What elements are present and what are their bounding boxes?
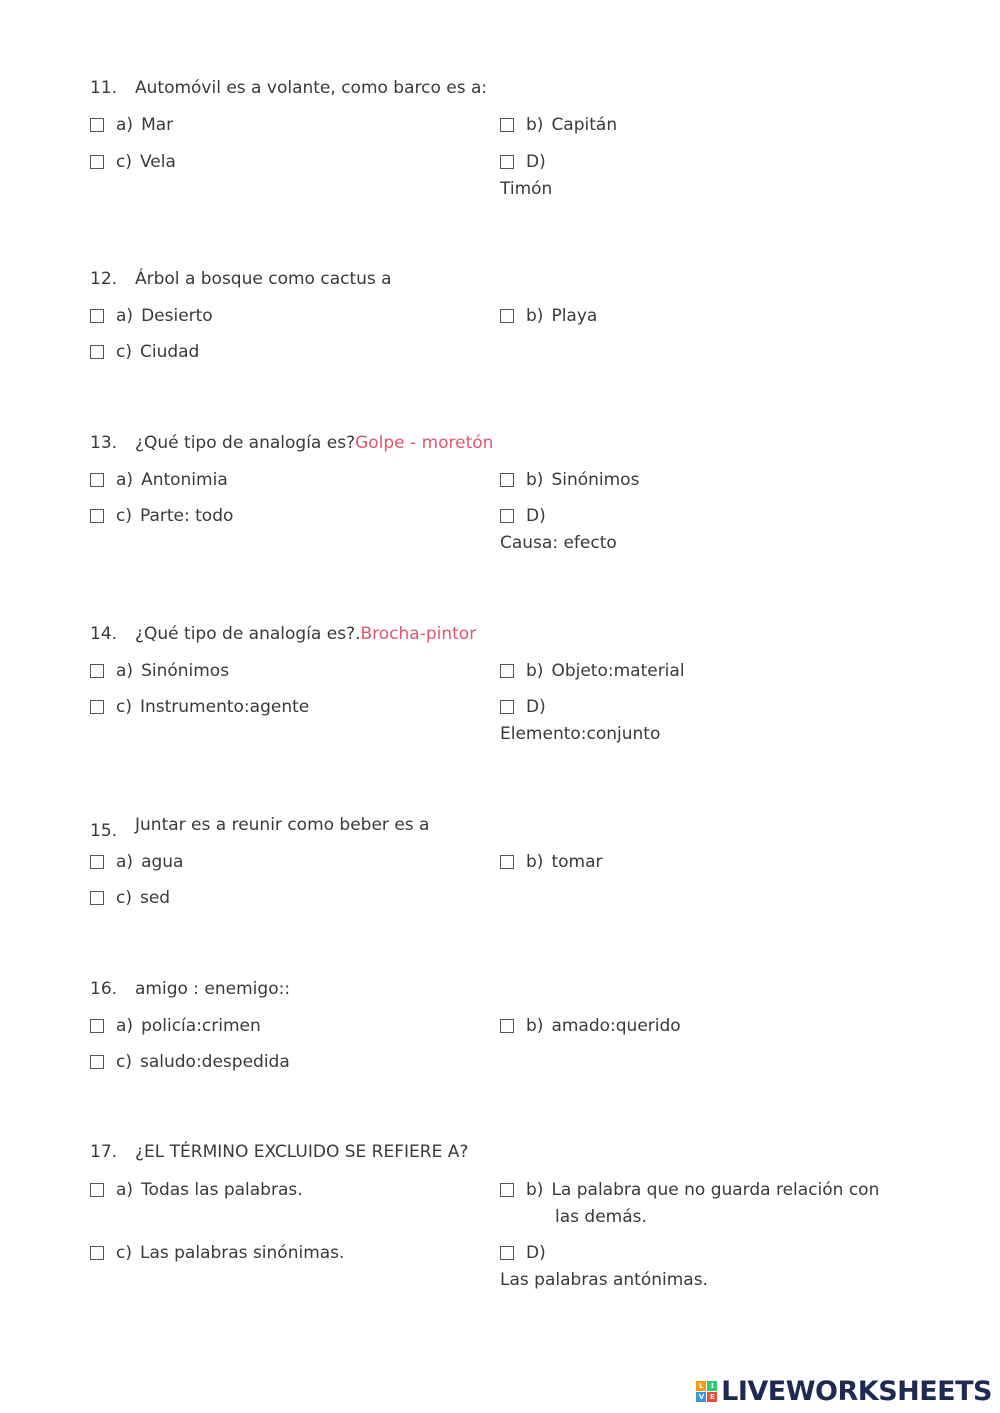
question-stem	[90, 1142, 468, 1162]
logo-mark-i: I	[707, 1381, 717, 1391]
option-checkbox[interactable]	[90, 1055, 104, 1069]
option-text: Timón	[500, 179, 553, 199]
option-text: Ciudad	[139, 342, 200, 362]
logo-mark-v: V	[696, 1392, 706, 1402]
option-text: Desierto	[141, 306, 213, 326]
option-checkbox[interactable]	[90, 1246, 104, 1260]
question-text: Automóvil es a volante, como barco es a:	[135, 78, 488, 98]
option-checkbox[interactable]	[90, 155, 104, 169]
option-b[interactable]	[500, 849, 602, 876]
option-text: amado:querido	[551, 1016, 681, 1036]
option-checkbox[interactable]	[90, 891, 104, 905]
option-checkbox[interactable]	[500, 155, 514, 169]
option-checkbox[interactable]	[500, 1019, 514, 1033]
option-letter: a)	[116, 306, 134, 326]
question-stem	[90, 624, 476, 644]
question-number: 15.	[90, 821, 118, 841]
option-letter: a)	[116, 1180, 134, 1200]
option-letter: D)	[526, 152, 546, 172]
option-b[interactable]	[500, 1013, 681, 1040]
option-checkbox[interactable]	[500, 1246, 514, 1260]
option-checkbox[interactable]	[500, 118, 514, 132]
option-text: Elemento:conjunto	[500, 724, 661, 744]
option-text-continued: las demás.	[555, 1207, 647, 1227]
question-text: ¿EL TÉRMINO EXCLUIDO SE REFIERE A?	[135, 1142, 469, 1162]
option-d[interactable]	[500, 694, 661, 744]
option-a[interactable]	[90, 303, 213, 330]
question-text: ¿Qué tipo de analogía es?.	[135, 624, 361, 644]
option-checkbox[interactable]	[500, 700, 514, 714]
question-stem	[90, 78, 487, 98]
question-stem	[90, 815, 430, 841]
option-b[interactable]	[500, 1177, 880, 1231]
option-text: sed	[139, 888, 171, 908]
option-letter: a)	[116, 661, 134, 681]
option-checkbox[interactable]	[500, 855, 514, 869]
option-text: Causa: efecto	[500, 533, 617, 553]
question-highlight: Golpe - moretón	[355, 433, 494, 453]
option-text: Parte: todo	[139, 506, 234, 526]
option-checkbox[interactable]	[500, 309, 514, 323]
option-text: Las palabras sinónimas.	[139, 1243, 345, 1263]
option-a[interactable]	[90, 1177, 303, 1204]
option-checkbox[interactable]	[90, 1183, 104, 1197]
liveworksheets-logo	[696, 1376, 992, 1407]
option-letter: b)	[526, 661, 544, 681]
option-a[interactable]	[90, 849, 183, 876]
logo-mark-icon	[696, 1381, 717, 1402]
option-c[interactable]	[90, 149, 176, 176]
option-letter: b)	[526, 852, 544, 872]
option-text: Mar	[141, 115, 174, 135]
option-c[interactable]	[90, 1240, 344, 1267]
option-c[interactable]	[90, 1049, 290, 1076]
option-letter: c)	[116, 152, 132, 172]
option-checkbox[interactable]	[500, 509, 514, 523]
option-letter: a)	[116, 470, 134, 490]
option-letter: b)	[526, 115, 544, 135]
option-text: saludo:despedida	[139, 1052, 290, 1072]
option-checkbox[interactable]	[500, 1183, 514, 1197]
option-c[interactable]	[90, 885, 170, 912]
option-text: agua	[141, 852, 184, 872]
option-letter: c)	[116, 506, 132, 526]
option-letter: a)	[116, 115, 134, 135]
option-a[interactable]	[90, 467, 228, 494]
option-letter: b)	[526, 1016, 544, 1036]
option-text: Antonimia	[141, 470, 228, 490]
option-letter: D)	[526, 1243, 546, 1263]
option-text: Todas las palabras.	[141, 1180, 303, 1200]
question-number: 13.	[90, 433, 118, 453]
option-letter: b)	[526, 470, 544, 490]
option-letter: D)	[526, 697, 546, 717]
option-checkbox[interactable]	[500, 473, 514, 487]
option-c[interactable]	[90, 694, 309, 721]
option-letter: c)	[116, 697, 132, 717]
option-text: Sinónimos	[551, 470, 640, 490]
question-stem	[90, 433, 493, 453]
option-letter: D)	[526, 506, 546, 526]
option-text: Instrumento:agente	[139, 697, 310, 717]
logo-mark-e: E	[707, 1392, 717, 1402]
question-number: 12.	[90, 269, 118, 289]
question-highlight: Brocha-pintor	[360, 624, 477, 644]
option-text: tomar	[551, 852, 603, 872]
option-letter: a)	[116, 852, 134, 872]
option-b[interactable]	[500, 658, 685, 685]
question-stem	[90, 979, 290, 999]
question-text: ¿Qué tipo de analogía es?	[135, 433, 356, 453]
option-a[interactable]	[90, 112, 173, 139]
option-checkbox[interactable]	[90, 509, 104, 523]
option-checkbox[interactable]	[90, 664, 104, 678]
option-checkbox[interactable]	[90, 309, 104, 323]
option-text: Capitán	[551, 115, 618, 135]
option-letter: c)	[116, 1052, 132, 1072]
question-text: Juntar es a reunir como beber es a	[135, 815, 430, 835]
logo-text: LIVEWORKSHEETS	[721, 1376, 992, 1407]
option-checkbox[interactable]	[500, 664, 514, 678]
option-letter: c)	[116, 1243, 132, 1263]
option-a[interactable]	[90, 1013, 261, 1040]
option-text: Playa	[551, 306, 598, 326]
logo-mark-l: L	[696, 1381, 706, 1391]
question-stem	[90, 269, 392, 289]
option-d[interactable]	[500, 149, 554, 199]
option-checkbox[interactable]	[90, 118, 104, 132]
option-d[interactable]	[500, 503, 617, 553]
option-text: Objeto:material	[551, 661, 685, 681]
option-checkbox[interactable]	[90, 473, 104, 487]
option-checkbox[interactable]	[90, 1019, 104, 1033]
question-number: 11.	[90, 78, 118, 98]
option-text: La palabra que no guarda relación con	[551, 1180, 880, 1200]
option-letter: a)	[116, 1016, 134, 1036]
option-text: Las palabras antónimas.	[500, 1270, 708, 1290]
option-c[interactable]	[90, 339, 199, 366]
option-checkbox[interactable]	[90, 345, 104, 359]
option-text: policía:crimen	[141, 1016, 261, 1036]
question-text: Árbol a bosque como cactus a	[135, 269, 392, 289]
option-letter: c)	[116, 342, 132, 362]
option-c[interactable]	[90, 503, 233, 530]
option-letter: b)	[526, 306, 544, 326]
option-letter: c)	[116, 888, 132, 908]
option-checkbox[interactable]	[90, 700, 104, 714]
option-b[interactable]	[500, 112, 617, 139]
option-text: Vela	[139, 152, 176, 172]
question-number: 14.	[90, 624, 118, 644]
option-letter: b)	[526, 1180, 544, 1200]
option-checkbox[interactable]	[90, 855, 104, 869]
question-text: amigo : enemigo::	[135, 979, 291, 999]
question-number: 17.	[90, 1142, 118, 1162]
option-text: Sinónimos	[141, 661, 230, 681]
option-b[interactable]	[500, 303, 597, 330]
question-number: 16.	[90, 979, 118, 999]
option-d[interactable]	[500, 1240, 708, 1290]
option-b[interactable]	[500, 467, 639, 494]
option-a[interactable]	[90, 658, 229, 685]
